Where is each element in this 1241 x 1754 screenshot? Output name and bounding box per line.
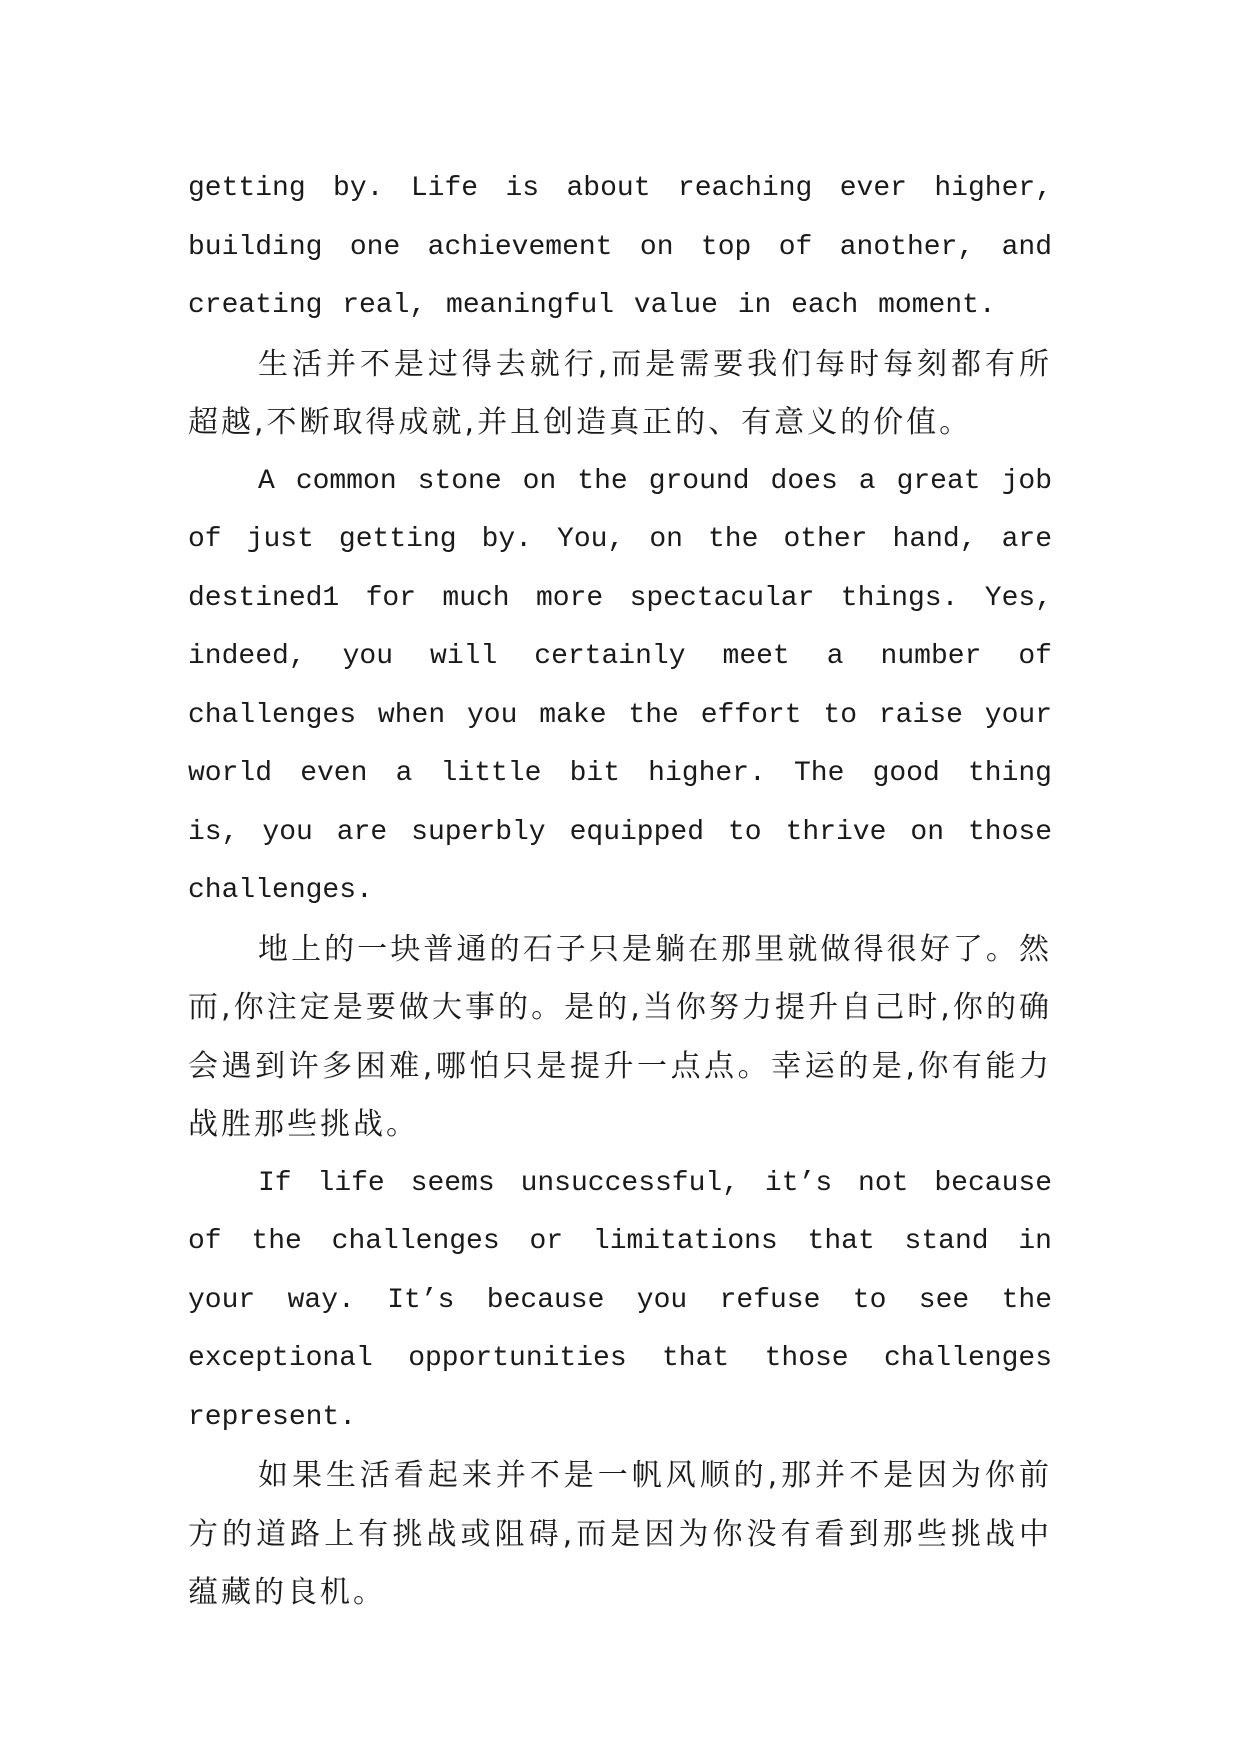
- paragraph-english-3: If life seems unsuccessful, it’s not because of the challenges or limitations that stand in your way. It’s because you refuse to see the exceptional opportunities that those challenges represent.: [188, 1167, 1052, 1433]
- paragraph-chinese-2: 地上的一块普通的石子只是躺在那里就做得很好了。然而,你注定是要做大事的。是的,当你努力提升自己时,你的确会遇到许多困难,哪怕只是提升一点点。幸运的是,你有能力战胜那些挑战。: [188, 931, 1052, 1142]
- paragraph-english-2: A common stone on the ground does a great job of just getting by. You, on the other hand, are destined1 for much more spectacular things. Yes, indeed, you will certainly meet a number of challenges when you make the effort to raise your world even a little bit higher. The good thing is, you are superbly equipped to thrive on those challenges.: [188, 465, 1052, 906]
- paragraph-chinese-1: 生活并不是过得去就行,而是需要我们每时每刻都有所超越,不断取得成就,并且创造真正的、有意义的价值。: [188, 346, 1052, 440]
- paragraph-english-1: getting by. Life is about reaching ever higher, building one achievement on top of another, and creating real, meaningful value in each moment.: [188, 173, 1052, 321]
- document-page: [188, 160, 1052, 1623]
- paragraph-chinese-3: 如果生活看起来并不是一帆风顺的,那并不是因为你前方的道路上有挑战或阻碍,而是因为你没有看到那些挑战中蕴藏的良机。: [188, 1458, 1052, 1610]
